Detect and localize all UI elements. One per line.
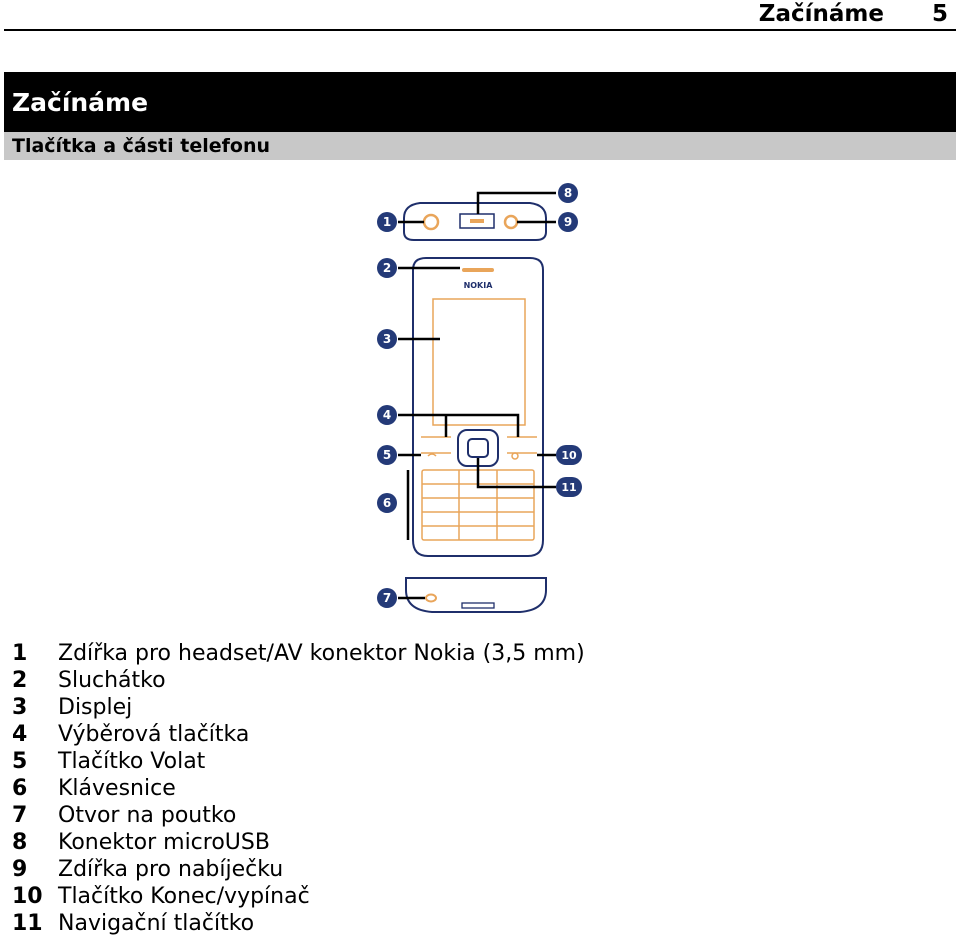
legend-number: 9 — [12, 857, 28, 882]
usb-connector-icon — [460, 214, 494, 228]
legend-item — [10, 775, 710, 802]
legend-item — [10, 748, 710, 775]
running-header-title: Začínáme — [758, 1, 884, 27]
legend-number: 11 — [12, 911, 43, 936]
legend-text: Displej — [58, 695, 133, 720]
callout-5 — [377, 445, 397, 465]
callout-8 — [558, 183, 578, 203]
svg-text:7: 7 — [382, 591, 392, 605]
chapter-heading — [4, 72, 956, 132]
legend-number: 10 — [12, 884, 43, 909]
callout-11 — [556, 477, 582, 497]
svg-text:9: 9 — [563, 215, 573, 229]
charger-jack-icon — [505, 216, 517, 228]
legend-number: 8 — [12, 830, 28, 855]
page-number: 5 — [931, 1, 948, 27]
legend-item — [10, 910, 710, 937]
svg-text:10: 10 — [561, 449, 577, 462]
phone-diagram — [360, 170, 600, 615]
legend-item — [10, 721, 710, 748]
callout-4 — [377, 405, 397, 425]
legend-text: Otvor na poutko — [58, 803, 237, 828]
svg-text:1: 1 — [382, 215, 392, 229]
legend-number: 7 — [12, 803, 28, 828]
legend-number: 5 — [12, 749, 28, 774]
callout-1 — [377, 212, 397, 232]
legend-text: Sluchátko — [58, 668, 166, 693]
phone-brand-label: NOKIA — [463, 281, 493, 290]
section-title: Tlačítka a části telefonu — [12, 135, 271, 157]
legend-text: Zdířka pro nabíječku — [58, 857, 284, 882]
call-key-icon — [421, 453, 451, 456]
end-key-icon — [507, 453, 537, 459]
callout-6 — [377, 493, 397, 513]
headset-jack-icon — [424, 215, 438, 229]
callout-2 — [377, 258, 397, 278]
legend-number: 2 — [12, 668, 28, 693]
callout-10 — [556, 445, 582, 465]
svg-text:8: 8 — [563, 186, 573, 200]
svg-text:6: 6 — [382, 496, 392, 510]
legend-number: 4 — [12, 722, 28, 747]
callout-9 — [558, 212, 578, 232]
legend-number: 3 — [12, 695, 28, 720]
legend-text: Výběrová tlačítka — [58, 722, 250, 747]
header-rule — [4, 29, 956, 31]
svg-text:2: 2 — [382, 261, 392, 275]
svg-text:3: 3 — [382, 332, 392, 346]
legend-text: Zdířka pro headset/AV konektor Nokia (3,5 mm) — [58, 641, 585, 666]
svg-text:4: 4 — [382, 408, 392, 422]
legend-item — [10, 640, 710, 667]
legend-item — [10, 802, 710, 829]
legend-text: Konektor microUSB — [58, 830, 270, 855]
earpiece-icon — [462, 268, 494, 272]
strap-hole-icon — [426, 595, 436, 602]
parts-legend — [10, 640, 710, 937]
svg-text:11: 11 — [561, 481, 577, 494]
legend-number: 6 — [12, 776, 28, 801]
running-header — [759, 0, 948, 28]
legend-text: Tlačítko Volat — [58, 749, 206, 774]
legend-item — [10, 829, 710, 856]
legend-number: 1 — [12, 641, 28, 666]
bottom-connector-icon — [462, 603, 494, 608]
legend-item — [10, 694, 710, 721]
legend-item — [10, 856, 710, 883]
legend-text: Tlačítko Konec/vypínač — [58, 884, 310, 909]
callout-markers — [377, 183, 582, 608]
chapter-title: Začínáme — [12, 87, 149, 117]
section-heading — [4, 132, 956, 160]
callout-3 — [377, 329, 397, 349]
legend-item — [10, 883, 710, 910]
legend-text: Klávesnice — [58, 776, 176, 801]
legend-text: Navigační tlačítko — [58, 911, 255, 936]
svg-text:5: 5 — [382, 448, 392, 462]
legend-item — [10, 667, 710, 694]
display-screen — [433, 299, 525, 425]
callout-7 — [377, 588, 397, 608]
